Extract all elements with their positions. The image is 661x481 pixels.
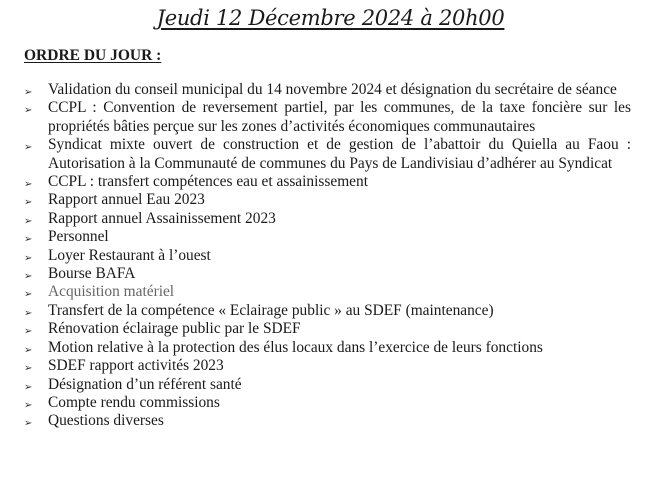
agenda-item-text: Désignation d’un référent santé <box>48 375 242 393</box>
agenda-item-text: Personnel <box>48 228 109 246</box>
agenda-item <box>0 228 661 246</box>
agenda-item <box>0 99 661 136</box>
agenda-item-text: Questions diverses <box>48 412 164 430</box>
agenda-item <box>0 283 661 301</box>
agenda-item-text: Compte rendu commissions <box>48 393 220 411</box>
agenda-item <box>0 265 661 283</box>
agenda-list <box>0 81 661 431</box>
arrow-bullet-icon: ➢ <box>24 289 33 301</box>
agenda-item <box>0 247 661 265</box>
arrow-bullet-icon: ➢ <box>24 197 33 209</box>
agenda-item <box>0 81 661 99</box>
agenda-item <box>0 302 661 320</box>
agenda-item-text: Loyer Restaurant à l’ouest <box>48 246 211 264</box>
arrow-bullet-icon: ➢ <box>24 179 33 191</box>
arrow-bullet-icon: ➢ <box>24 363 33 375</box>
agenda-item-text: SDEF rapport activités 2023 <box>48 357 224 375</box>
agenda-item <box>0 376 661 394</box>
agenda-item-text: Validation du conseil municipal du 14 novembre 2024 et désignation du secrétaire de séance <box>48 81 617 98</box>
agenda-item <box>0 412 661 430</box>
arrow-bullet-icon: ➢ <box>24 142 33 154</box>
agenda-item <box>0 191 661 209</box>
agenda-heading: ORDRE DU JOUR : <box>24 47 162 64</box>
arrow-bullet-icon: ➢ <box>24 105 33 117</box>
agenda-item-text: Rénovation éclairage public par le SDEF <box>48 320 301 338</box>
agenda-item <box>0 210 661 228</box>
arrow-bullet-icon: ➢ <box>24 252 33 264</box>
arrow-bullet-icon: ➢ <box>24 307 33 319</box>
agenda-item-text: Transfert de la compétence « Eclairage public » au SDEF (maintenance) <box>48 301 494 319</box>
agenda-item-text: Acquisition matériel <box>48 283 175 301</box>
arrow-bullet-icon: ➢ <box>24 87 33 98</box>
agenda-item <box>0 136 661 173</box>
agenda-item-text: CCPL : transfert compétences eau et assainissement <box>48 173 368 191</box>
arrow-bullet-icon: ➢ <box>24 418 33 430</box>
arrow-bullet-icon: ➢ <box>24 381 33 393</box>
meeting-date-title: Jeudi 12 Décembre 2024 à 20h00 <box>156 6 505 30</box>
agenda-item <box>0 173 661 191</box>
agenda-item <box>0 339 661 357</box>
arrow-bullet-icon: ➢ <box>24 215 33 227</box>
agenda-item-text: Bourse BAFA <box>48 265 136 283</box>
arrow-bullet-icon: ➢ <box>24 271 33 283</box>
agenda-item-text: Rapport annuel Eau 2023 <box>48 191 205 209</box>
arrow-bullet-icon: ➢ <box>24 399 33 411</box>
agenda-item <box>0 394 661 412</box>
agenda-item-text: CCPL : Convention de reversement partiel, par les communes, de la taxe foncière sur les propriétés bâties perçue sur les zones d’activités économiques communautaires <box>48 99 631 135</box>
agenda-item <box>0 357 661 375</box>
agenda-item-text: Rapport annuel Assainissement 2023 <box>48 209 276 227</box>
arrow-bullet-icon: ➢ <box>24 344 33 356</box>
agenda-item-text: Syndicat mixte ouvert de construction et de gestion de l’abattoir du Quiella au Faou : Autorisation à la Communauté de communes du Pays de Landivisiau d’adhérer au Syndicat <box>48 136 631 172</box>
arrow-bullet-icon: ➢ <box>24 326 33 338</box>
arrow-bullet-icon: ➢ <box>24 234 33 246</box>
agenda-item <box>0 320 661 338</box>
agenda-item-text: Motion relative à la protection des élus locaux dans l’exercice de leurs fonctions <box>48 338 543 356</box>
